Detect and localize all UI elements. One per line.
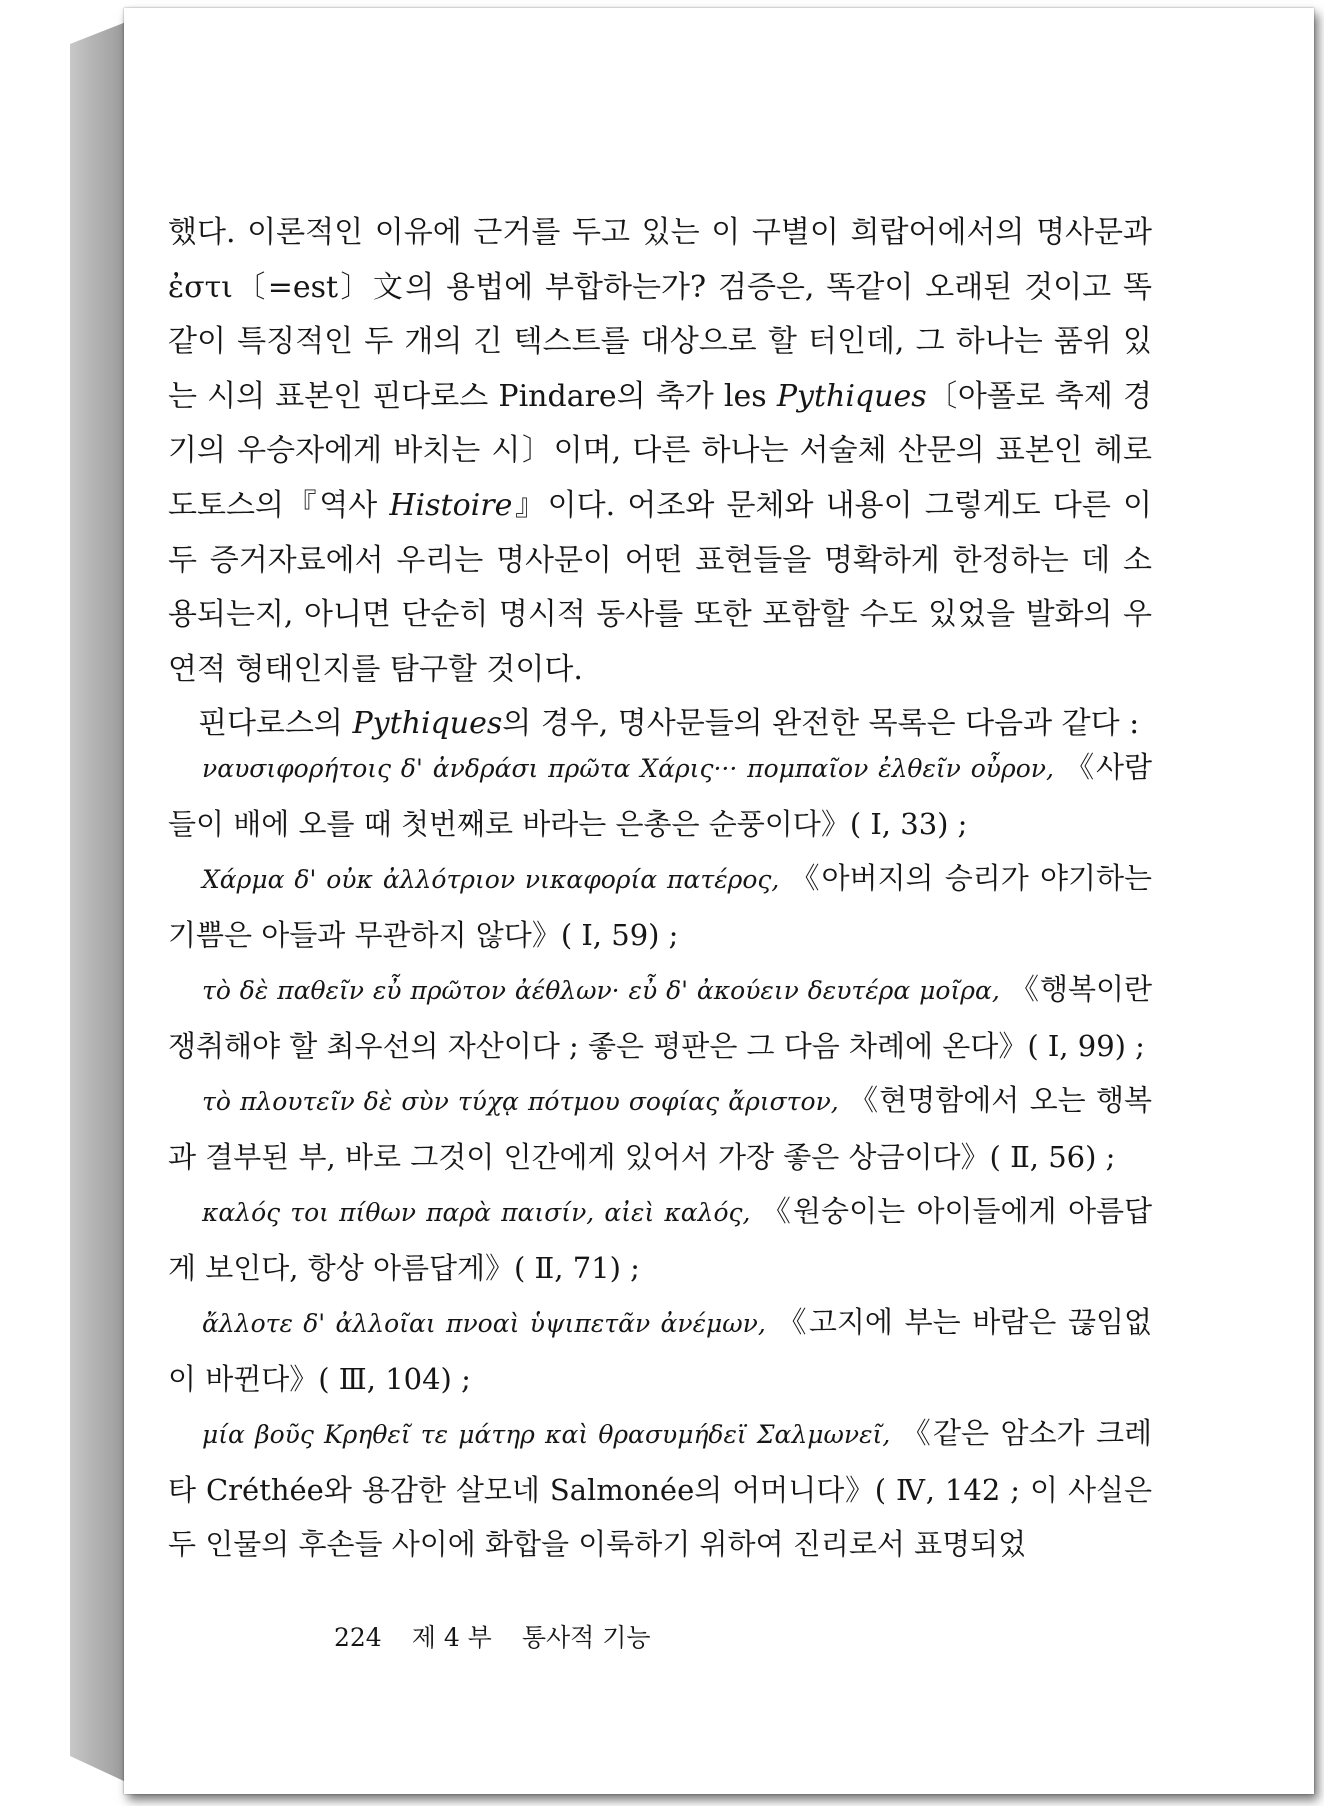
greek-quote: μία βοῦς Κρηθεῖ τε μάτηρ καὶ θρασυμήδεϊ Σαλμωνεῖ, bbox=[202, 1420, 891, 1449]
korean-translation: 《아버지의 승리가 야기하는 기쁨은 아들과 무관하지 않다》( I, 59) ; bbox=[168, 861, 1153, 952]
body-text bbox=[168, 206, 1152, 752]
quote-item bbox=[168, 1184, 1152, 1295]
korean-translation: 《사람들이 배에 오를 때 첫번째로 바라는 은총은 순풍이다》( I, 33) ; bbox=[168, 750, 1153, 841]
korean-translation: 《행복이란 쟁취해야 할 최우선의 자산이다 ; 좋은 평판은 그 다음 차례에 온다》( I, 99) ; bbox=[168, 972, 1153, 1063]
paragraph-list-intro-b: 의 경우, 명사문들의 완전한 목록은 다음과 같다 : bbox=[502, 706, 1140, 742]
page-footer bbox=[334, 1618, 681, 1654]
greek-quote: τὸ δὲ παθεῖν εὖ πρῶτον ἀέθλων· εὖ δ' ἀκούειν δευτέρα μοῖρα, bbox=[202, 976, 1000, 1005]
korean-translation: 《현명함에서 오는 행복과 결부된 부, 바로 그것이 인간에게 있어서 가장 좋은 상금이다》( Ⅱ, 56) ; bbox=[168, 1083, 1152, 1174]
page-number: 224 bbox=[334, 1623, 382, 1652]
quote-item bbox=[168, 962, 1152, 1073]
korean-translation: 《같은 암소가 크레타 Créthée와 용감한 살모네 Salmonée의 어머니다》( Ⅳ, 142 ; 이 사실은 두 인물의 후손들 사이에 화합을 이룩하기 위하여 진리로서 표명되었 bbox=[168, 1416, 1153, 1561]
korean-translation: 《고지에 부는 바람은 끊임없이 바뀐다》( Ⅲ, 104) ; bbox=[168, 1305, 1153, 1396]
korean-translation: 《원숭이는 아이들에게 아름답게 보인다, 항상 아름답게》( Ⅱ, 71) ; bbox=[168, 1194, 1152, 1285]
paragraph-intro-text-c: 』이다. 어조와 문체와 내용이 그렇게도 다른 이 두 증거자료에서 우리는 명사문이 어떤 표현들을 명확하게 한정하는 데 소용되는지, 아니면 단순히 명시적 동사를 또한 포함할 수도 있었을 발화의 우연적 형태인지를 탐구할 것이다. bbox=[168, 487, 1152, 687]
quote-item bbox=[168, 1406, 1152, 1572]
greek-quote: τὸ πλουτεῖν δὲ σὺν τύχᾳ πότμου σοφίας ἄριστον, bbox=[202, 1087, 839, 1116]
quote-item bbox=[168, 1073, 1152, 1184]
greek-quote: ναυσιφορήτοις δ' ἀνδράσι πρῶτα Χάρις··· πομπαῖον ἐλθεῖν οὖρον, bbox=[202, 754, 1054, 783]
pythiques-title: Pythiques bbox=[776, 378, 927, 414]
part-label: 제 4 부 bbox=[411, 1623, 492, 1652]
pythiques-title-2: Pythiques bbox=[352, 706, 503, 742]
quote-item bbox=[168, 1295, 1152, 1406]
quote-list bbox=[168, 740, 1152, 1572]
paragraph-list-intro-a: 핀다로스의 bbox=[198, 706, 353, 742]
greek-quote: καλός τοι πίθων παρὰ παισίν, αἰεὶ καλός, bbox=[202, 1198, 751, 1227]
paragraph-intro-text-a: 했다. 이론적인 이유에 근거를 두고 있는 이 구별이 희랍어에서의 명사문과 ἐστι〔=est〕文의 용법에 부합하는가? 검증은, 똑같이 오래된 것이고 똑같이 특징적인 두 개의 긴 텍스트를 대상으로 할 터인데, 그 하나는 품위 있는 시의 표본인 핀다로스 Pindare의 축가 les bbox=[168, 215, 1152, 414]
greek-quote: ἄλλοτε δ' ἀλλοῖαι πνοαὶ ὑψιπετᾶν ἀνέμων, bbox=[202, 1309, 766, 1338]
quote-item bbox=[168, 740, 1152, 851]
book-spine-edge bbox=[70, 22, 126, 1782]
histoire-title: Histoire bbox=[389, 487, 513, 523]
paragraph-intro bbox=[168, 206, 1152, 697]
quote-item bbox=[168, 851, 1152, 962]
paragraph-intro-text-b: 〔아폴로 축제 경기의 우승자에게 바치는 시〕이며, 다른 하나는 서술체 산문의 표본인 헤로도토스의『역사 bbox=[168, 378, 1152, 523]
part-title: 통사적 기능 bbox=[521, 1623, 651, 1652]
greek-quote: Χάρμα δ' οὐκ ἀλλότριον νικαφορία πατέρος, bbox=[202, 865, 780, 894]
